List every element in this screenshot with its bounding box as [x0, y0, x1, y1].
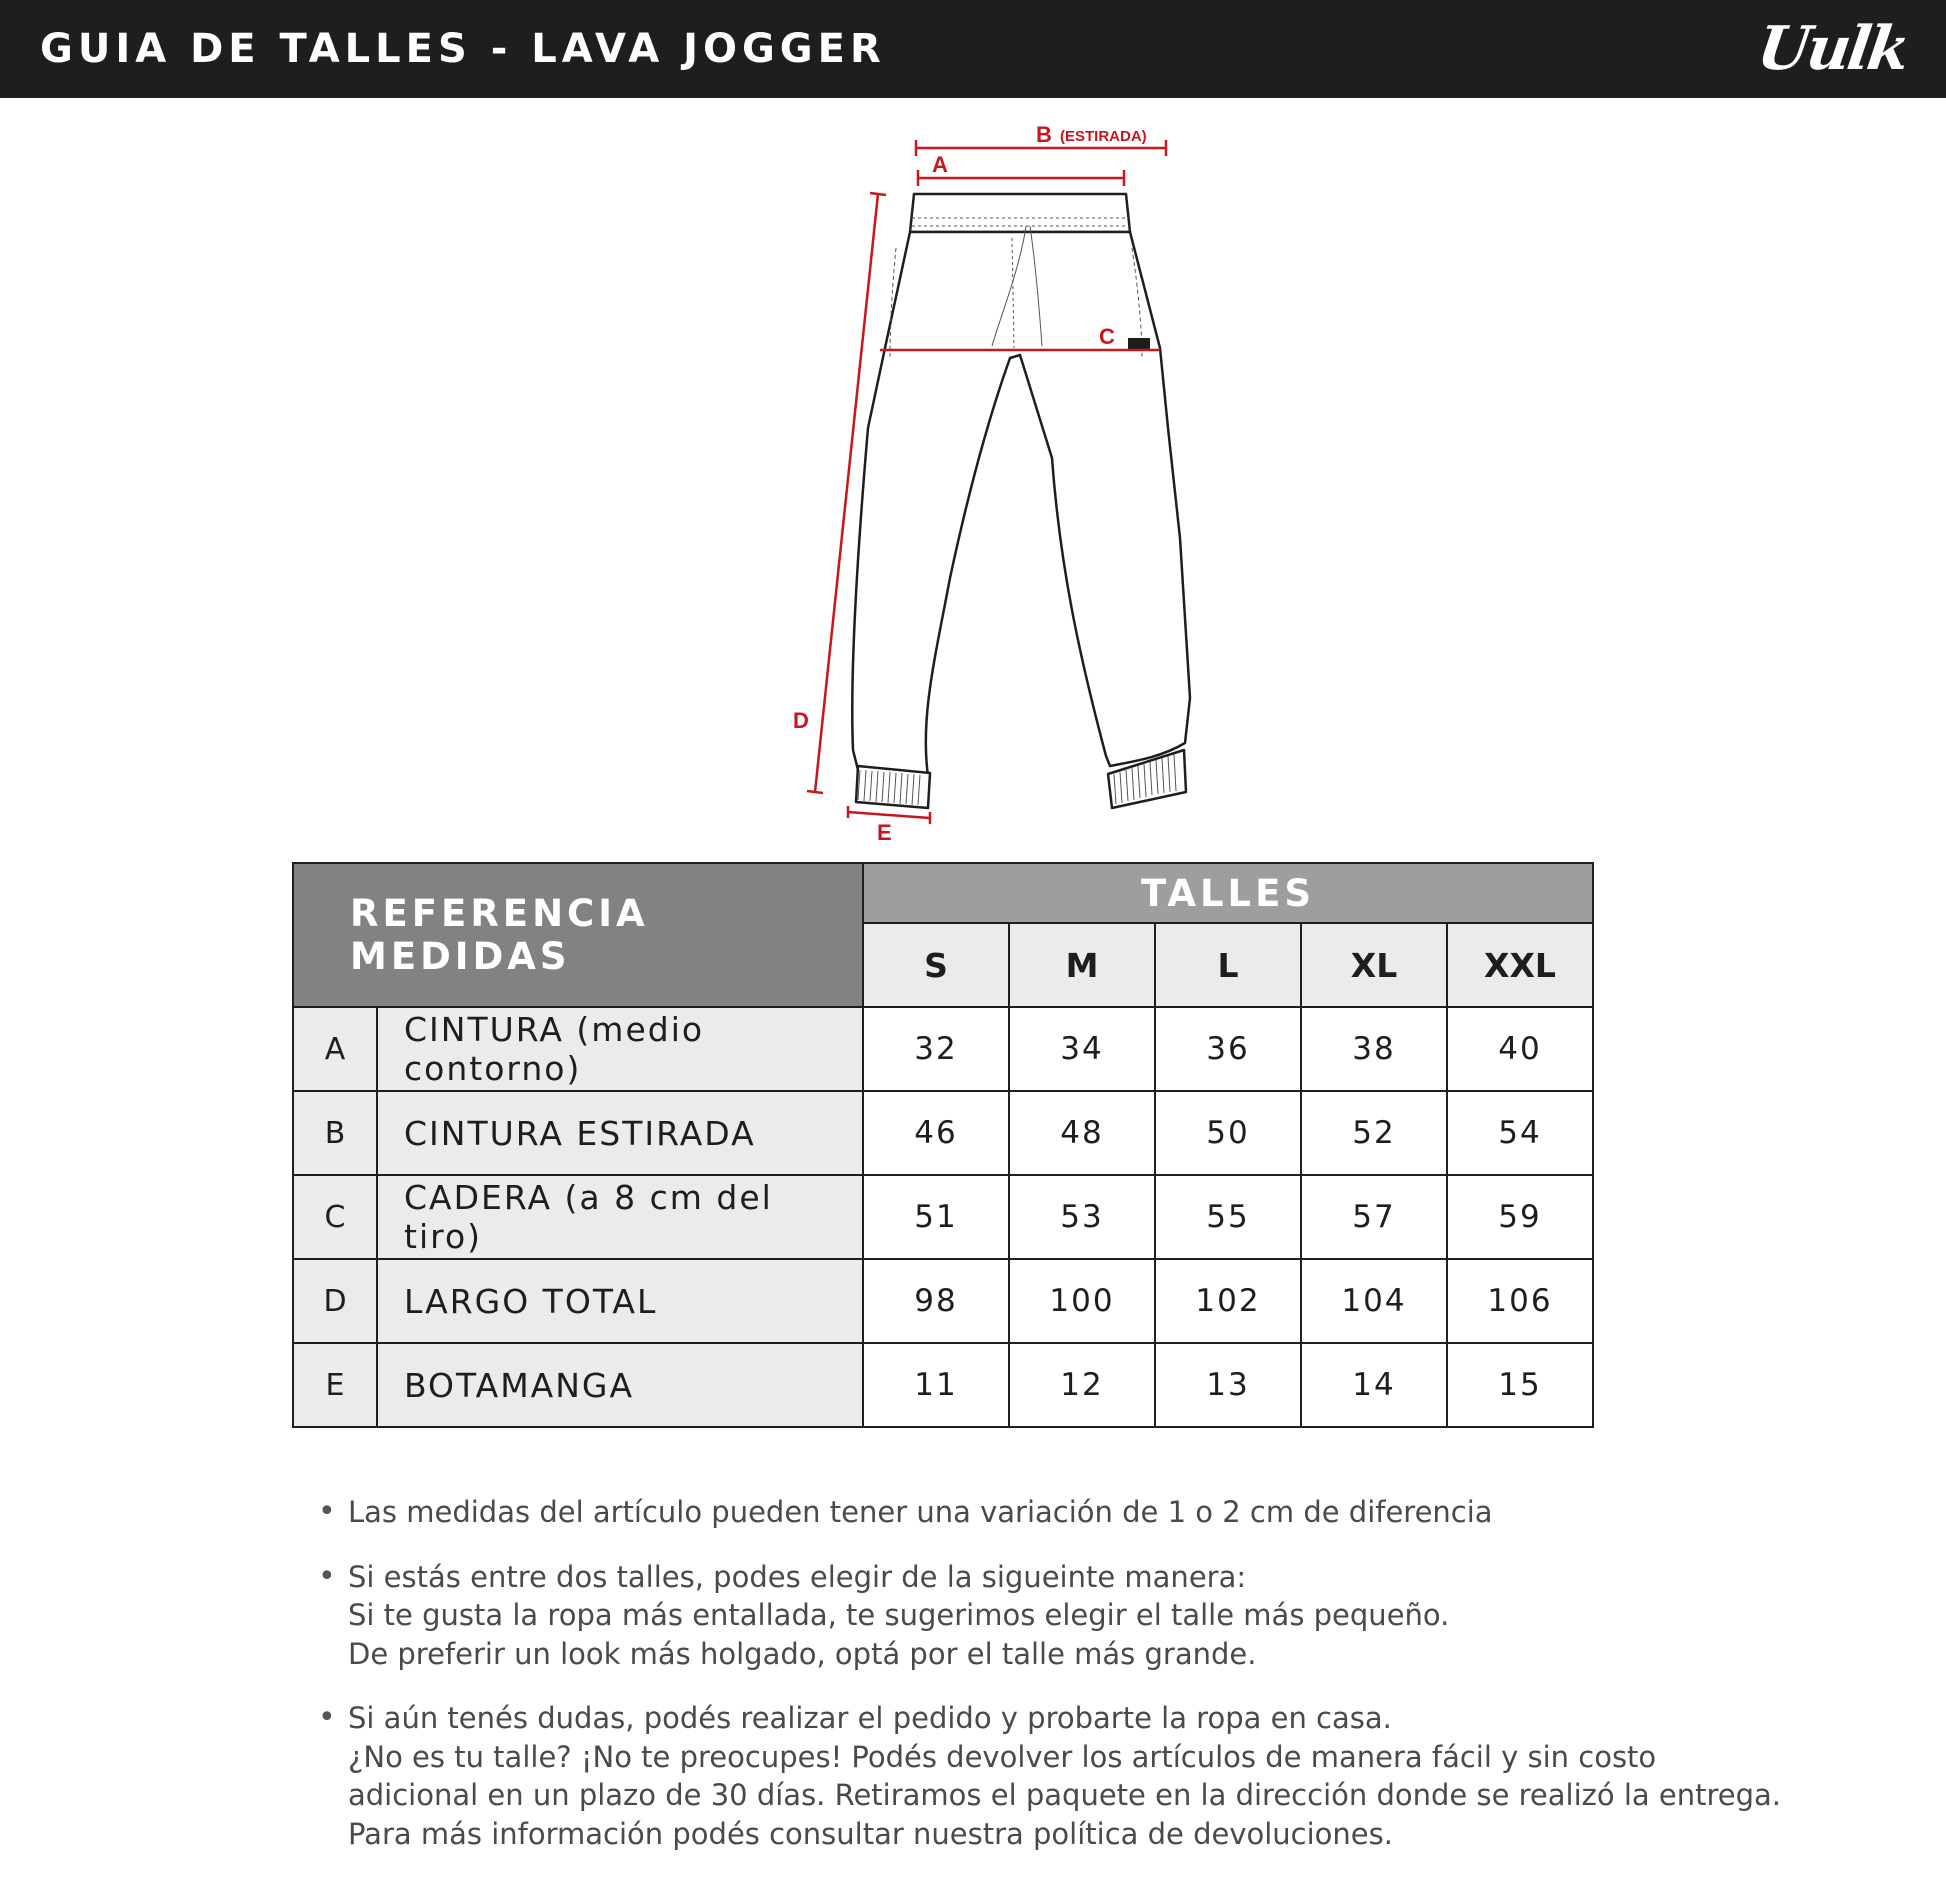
- label-a: A: [932, 152, 948, 177]
- table-row: [293, 1091, 1593, 1175]
- size-xxl: XXL: [1447, 923, 1593, 1007]
- row-label: CINTURA (medio contorno): [377, 1007, 863, 1091]
- jogger-illustration: [0, 98, 1946, 858]
- note-line: De preferir un look más holgado, optá por el talle más grande.: [348, 1636, 1257, 1671]
- size-value: 53: [1009, 1175, 1155, 1259]
- row-label: BOTAMANGA: [377, 1343, 863, 1427]
- size-value: 106: [1447, 1259, 1593, 1343]
- sizes-header: TALLES: [863, 863, 1593, 923]
- table-row: [293, 1343, 1593, 1427]
- label-b-note: (ESTIRADA): [1060, 128, 1147, 145]
- size-m: M: [1009, 923, 1155, 1007]
- row-letter: A: [293, 1007, 377, 1091]
- size-value: 104: [1301, 1259, 1447, 1343]
- size-value: 57: [1301, 1175, 1447, 1259]
- row-label: CINTURA ESTIRADA: [377, 1091, 863, 1175]
- bullet-icon: •: [318, 1558, 336, 1594]
- size-value: 13: [1155, 1343, 1301, 1427]
- note-line: Si aún tenés dudas, podés realizar el pedido y probarte la ropa en casa.: [348, 1701, 1392, 1735]
- size-table: [292, 862, 1594, 1428]
- bullet-icon: •: [318, 1700, 336, 1735]
- jogger-outline: [852, 194, 1190, 808]
- size-xl: XL: [1301, 923, 1447, 1007]
- size-value: 98: [863, 1259, 1009, 1343]
- note-line: Las medidas del artículo pueden tener una variación de 1 o 2 cm de diferencia: [348, 1495, 1493, 1529]
- label-d: D: [793, 708, 809, 733]
- page-title: GUIA DE TALLES - LAVA JOGGER: [40, 26, 886, 72]
- note-line: ¿No es tu talle? ¡No te preocupes! Podés devolver los artículos de manera fácil y sin costo: [348, 1739, 1657, 1774]
- jogger-diagram: [0, 98, 1946, 858]
- table-header-row: [293, 863, 1593, 923]
- size-value: 51: [863, 1175, 1009, 1259]
- note-item: [318, 1558, 1878, 1674]
- row-letter: B: [293, 1091, 377, 1175]
- size-l: L: [1155, 923, 1301, 1007]
- size-value: 48: [1009, 1091, 1155, 1175]
- size-value: 102: [1155, 1259, 1301, 1343]
- size-value: 36: [1155, 1007, 1301, 1091]
- label-e: E: [877, 820, 892, 845]
- size-value: 59: [1447, 1175, 1593, 1259]
- size-value: 11: [863, 1343, 1009, 1427]
- size-s: S: [863, 923, 1009, 1007]
- row-label: CADERA (a 8 cm del tiro): [377, 1175, 863, 1259]
- row-label: LARGO TOTAL: [377, 1259, 863, 1343]
- table-row: [293, 1259, 1593, 1343]
- size-value: 14: [1301, 1343, 1447, 1427]
- size-value: 55: [1155, 1175, 1301, 1259]
- row-letter: E: [293, 1343, 377, 1427]
- note-line: adicional en un plazo de 30 días. Retiramos el paquete en la dirección donde se realizó la entrega.: [348, 1778, 1781, 1812]
- size-value: 100: [1009, 1259, 1155, 1343]
- size-value: 40: [1447, 1007, 1593, 1091]
- row-letter: C: [293, 1175, 377, 1259]
- size-value: 34: [1009, 1007, 1155, 1091]
- note-line: Si estás entre dos talles, podes elegir de la sigueinte manera:: [348, 1559, 1247, 1594]
- bullet-icon: •: [318, 1494, 336, 1529]
- size-value: 52: [1301, 1091, 1447, 1175]
- size-value: 38: [1301, 1007, 1447, 1091]
- brand-logo: Uulk: [1752, 14, 1911, 84]
- note-item: [318, 1493, 1878, 1532]
- size-value: 32: [863, 1007, 1009, 1091]
- note-item: [318, 1699, 1878, 1853]
- reference-header: REFERENCIA MEDIDAS: [293, 863, 863, 1007]
- label-b: B: [1036, 122, 1052, 147]
- table-row: [293, 1175, 1593, 1259]
- size-value: 54: [1447, 1091, 1593, 1175]
- size-value: 15: [1447, 1343, 1593, 1427]
- jogger-label-tag: [1128, 338, 1150, 350]
- note-line: Para más información podés consultar nuestra política de devoluciones.: [348, 1816, 1393, 1851]
- row-letter: D: [293, 1259, 377, 1343]
- size-value: 12: [1009, 1343, 1155, 1427]
- header-bar: [0, 0, 1946, 98]
- note-line: Si te gusta la ropa más entallada, te sugerimos elegir el talle más pequeño.: [348, 1598, 1450, 1632]
- table-row: [293, 1007, 1593, 1091]
- size-value: 46: [863, 1091, 1009, 1175]
- size-value: 50: [1155, 1091, 1301, 1175]
- notes-list: [318, 1493, 1878, 1879]
- label-c: C: [1099, 324, 1115, 349]
